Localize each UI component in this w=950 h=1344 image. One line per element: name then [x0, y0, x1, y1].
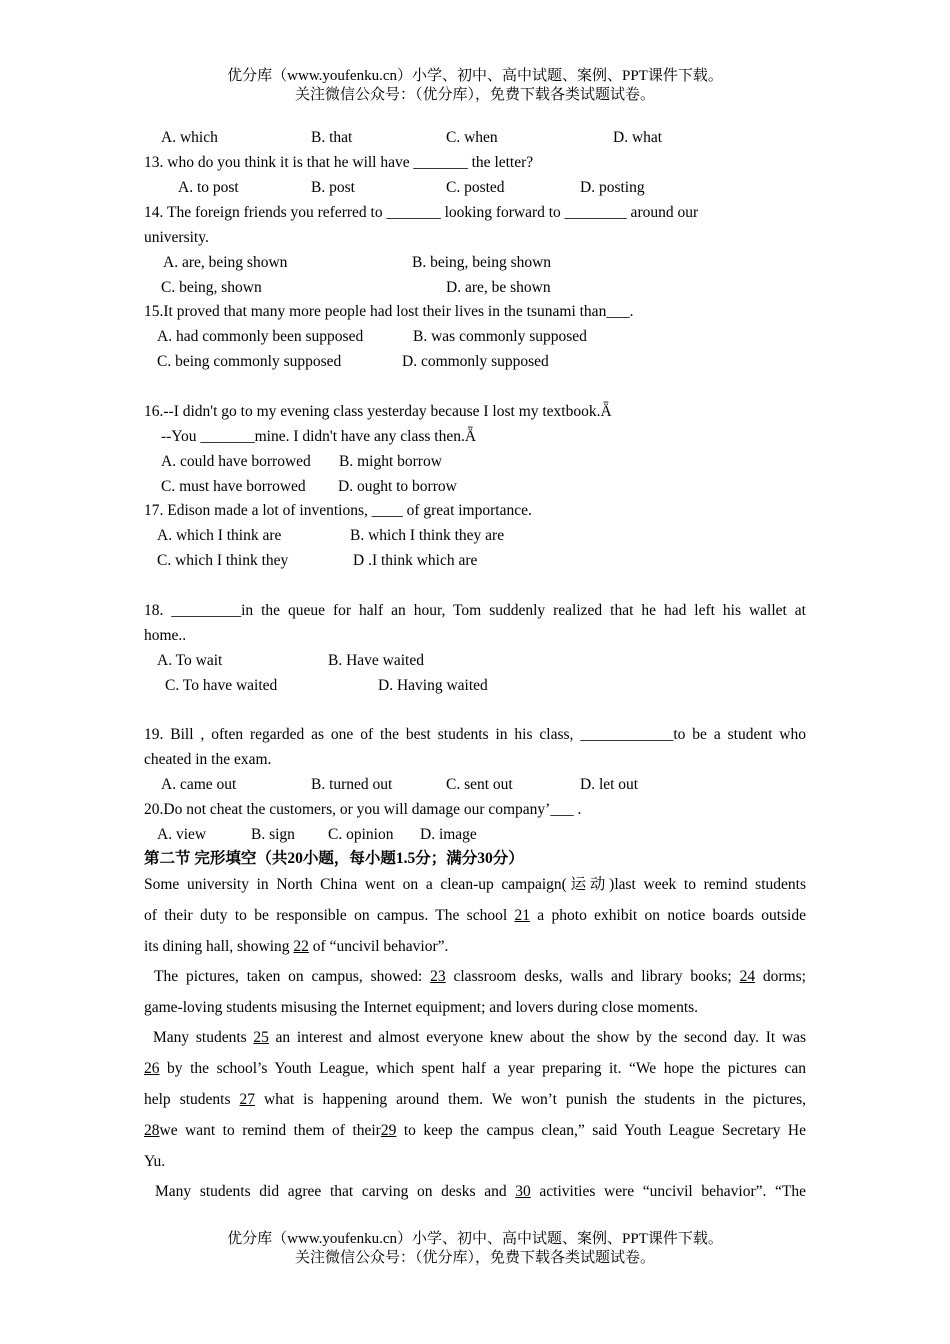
q19-stem-1: 19. Bill , often regarded as one of the best students in his class, ____________to be a student who	[144, 726, 806, 743]
passage-line: 26 by the school’s Youth League, which spent half a year preparing it. “We hope the pictures can	[144, 1060, 806, 1077]
passage-line: Many students did agree that carving on desks and 30 activities were “uncivil behavior”. “The	[155, 1183, 806, 1200]
q20-option-a: A. view	[157, 826, 207, 843]
q14-option-b: B. being, being shown	[412, 254, 552, 271]
q17-option-b: B. which I think they are	[350, 527, 505, 544]
q16-stem-2: --You _______mine. I didn't have any class then.Ǟ	[161, 428, 477, 445]
passage-line: Yu.	[144, 1153, 166, 1170]
q13-option-b: B. post	[311, 179, 355, 196]
q16-stem-1: 16.--I didn't go to my evening class yesterday because I lost my textbook.Ǟ	[144, 403, 612, 420]
q16-option-b: B. might borrow	[339, 453, 442, 470]
blank-21: 21	[514, 907, 530, 924]
q14-option-d: D. are, be shown	[446, 279, 551, 296]
blank-27: 27	[239, 1091, 256, 1108]
blank-23: 23	[430, 968, 446, 985]
section-2-title: 第二节 完形填空（共20小题，每小题1.5分；满分30分）	[144, 850, 524, 867]
q20-option-b: B. sign	[251, 826, 295, 843]
blank-22: 22	[293, 938, 309, 955]
q14-option-c: C. being, shown	[161, 279, 262, 296]
q15-stem: 15.It proved that many more people had lost their lives in the tsunami than___.	[144, 303, 634, 320]
q15-option-b: B. was commonly supposed	[413, 328, 587, 345]
passage-line: 28we want to remind them of their29 to keep the campus clean,” said Youth League Secretary He	[144, 1122, 806, 1139]
q20-option-c: C. opinion	[328, 826, 394, 843]
q18-option-b: B. Have waited	[328, 652, 424, 669]
passage-line: Some university in North China went on a clean-up campaign(运动)last week to remind students	[144, 876, 806, 893]
q14-stem-2: university.	[144, 229, 209, 246]
q13-option-d: D. posting	[580, 179, 645, 196]
q14-stem-1: 14. The foreign friends you referred to _______ looking forward to ________ around our	[144, 204, 699, 221]
q18-stem-1: 18. _________in the queue for half an hour, Tom suddenly realized that he had left his wallet at	[144, 602, 806, 619]
q19-option-d: D. let out	[580, 776, 639, 793]
q13-option-a: A. to post	[178, 179, 239, 196]
q18-option-c: C. To have waited	[165, 677, 278, 694]
blank-30: 30	[515, 1183, 531, 1200]
header-line-2: 关注微信公众号：（优分库），免费下载各类试题试卷。	[294, 87, 655, 103]
passage-line: Many students 25 an interest and almost everyone knew about the show by the second day. It was	[153, 1029, 807, 1046]
blank-25: 25	[253, 1029, 269, 1046]
q17-option-a: A. which I think are	[157, 527, 282, 544]
q12-option-c: C. when	[446, 129, 498, 146]
q17-stem: 17. Edison made a lot of inventions, ____ of great importance.	[144, 502, 532, 519]
q19-option-c: C. sent out	[446, 776, 513, 793]
q18-stem-2: home..	[144, 627, 187, 644]
passage-line: The pictures, taken on campus, showed: 23 classroom desks, walls and library books; 24 dorms;	[154, 968, 806, 985]
q12-option-d: D. what	[613, 129, 663, 146]
q15-option-c: C. being commonly supposed	[157, 353, 342, 370]
q18-option-d: D. Having waited	[378, 677, 488, 694]
blank-29: 29	[380, 1122, 397, 1139]
footer-line-1: 优分库（www.youfenku.cn）小学、初中、高中试题、案例、PPT课件下载。	[227, 1231, 723, 1247]
q12-option-b: B. that	[311, 129, 353, 146]
q15-option-d: D. commonly supposed	[402, 353, 549, 370]
q15-option-a: A. had commonly been supposed	[157, 328, 364, 345]
footer-line-2: 关注微信公众号：（优分库），免费下载各类试题试卷。	[294, 1250, 655, 1266]
q16-option-d: D. ought to borrow	[338, 478, 457, 495]
q12-option-a: A. which	[161, 129, 218, 146]
q16-option-a: A. could have borrowed	[161, 453, 311, 470]
q19-option-a: A. came out	[161, 776, 237, 793]
q13-stem: 13. who do you think it is that he will have _______ the letter?	[144, 154, 534, 171]
passage-line: game-loving students misusing the Internet equipment; and lovers during close moments.	[144, 999, 699, 1016]
blank-28: 28	[144, 1122, 160, 1139]
q19-stem-2: cheated in the exam.	[144, 751, 272, 768]
q14-option-a: A. are, being shown	[163, 254, 288, 271]
q20-option-d: D. image	[420, 826, 477, 843]
q20-stem: 20.Do not cheat the customers, or you will damage our company’___ .	[144, 801, 582, 818]
q13-option-c: C. posted	[446, 179, 505, 196]
passage-line: help students 27 what is happening around them. We won’t punish the students in the pictures,	[144, 1091, 806, 1108]
blank-24: 24	[739, 968, 756, 985]
q16-option-c: C. must have borrowed	[161, 478, 306, 495]
passage-line: its dining hall, showing 22 of “uncivil behavior”.	[144, 938, 449, 955]
q17-option-d: D .I think which are	[353, 552, 478, 569]
q18-option-a: A. To wait	[157, 652, 223, 669]
q19-option-b: B. turned out	[311, 776, 393, 793]
header-line-1: 优分库（www.youfenku.cn）小学、初中、高中试题、案例、PPT课件下载。	[227, 68, 723, 84]
blank-26: 26	[144, 1060, 160, 1077]
q17-option-c: C. which I think they	[157, 552, 289, 569]
passage-line: of their duty to be responsible on campus. The school 21 a photo exhibit on notice boards outside	[144, 907, 806, 924]
